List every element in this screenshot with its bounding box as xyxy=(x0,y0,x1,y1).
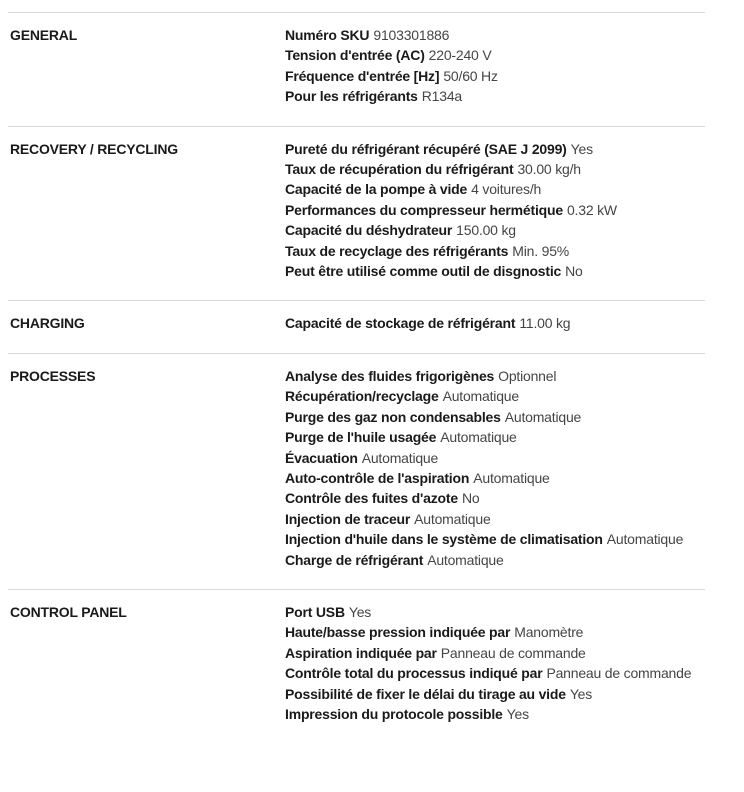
spec-value: 30.00 kg/h xyxy=(517,161,581,178)
spec-value: 220-240 V xyxy=(428,47,492,64)
spec-label: Injection de traceur xyxy=(285,510,411,527)
spec-value: Automatique xyxy=(473,469,550,486)
spec-row xyxy=(285,25,705,45)
spec-label: Aspiration indiquée par xyxy=(285,644,437,661)
spec-value: Automatique xyxy=(442,388,519,405)
spec-row xyxy=(285,529,705,549)
spec-label: Capacité du déshydrateur xyxy=(285,222,453,239)
spec-label: Récupération/recyclage xyxy=(285,388,439,405)
spec-label: Impression du protocole possible xyxy=(285,705,503,722)
spec-value: 9103301886 xyxy=(373,27,450,43)
spec-section xyxy=(8,353,705,589)
spec-value: 50/60 Hz xyxy=(443,67,498,84)
spec-value: 0.32 kW xyxy=(566,201,617,218)
spec-label: Contrôle des fuites d'azote xyxy=(285,490,458,507)
spec-row xyxy=(285,366,705,386)
spec-row xyxy=(285,643,705,663)
spec-label: Capacité de stockage de réfrigérant xyxy=(285,315,516,332)
spec-value: Yes xyxy=(348,603,372,620)
spec-row xyxy=(285,45,705,65)
spec-rows xyxy=(285,25,705,107)
product-spec-sheet xyxy=(8,12,705,743)
spec-label: Numéro SKU xyxy=(285,27,370,43)
spec-label: Pour les réfrigérants xyxy=(285,88,418,105)
section-title: RECOVERY / RECYCLING xyxy=(10,140,178,157)
spec-row xyxy=(285,602,705,622)
spec-value: Panneau de commande xyxy=(546,665,692,682)
spec-label: Tension d'entrée (AC) xyxy=(285,47,425,64)
spec-row xyxy=(285,684,705,704)
spec-label: Charge de réfrigérant xyxy=(285,551,424,568)
spec-label: Fréquence d'entrée [Hz] xyxy=(285,67,440,84)
spec-label: Pureté du réfrigérant récupéré (SAE J 2099) xyxy=(285,140,567,157)
spec-row xyxy=(285,386,705,406)
spec-label: Purge de l'huile usagée xyxy=(285,429,437,446)
spec-value: Automatique xyxy=(414,510,491,527)
spec-value: 150.00 kg xyxy=(456,222,516,239)
spec-row xyxy=(285,704,705,724)
spec-rows xyxy=(285,313,705,333)
spec-value: No xyxy=(461,490,480,507)
spec-label: Peut être utilisé comme outil de disgnostic xyxy=(285,263,562,280)
spec-row xyxy=(285,86,705,106)
spec-rows xyxy=(285,139,705,282)
spec-value: Automatique xyxy=(606,531,684,548)
spec-label: Possibilité de fixer le délai du tirage au vide xyxy=(285,685,566,702)
spec-row xyxy=(285,313,705,333)
spec-value: Yes xyxy=(569,685,593,702)
spec-value: Automatique xyxy=(427,551,504,568)
spec-value: No xyxy=(565,263,583,280)
spec-value: Manomètre xyxy=(514,624,584,641)
spec-row xyxy=(285,663,705,683)
spec-row xyxy=(285,179,705,199)
spec-label: Port USB xyxy=(285,603,345,620)
spec-row xyxy=(285,509,705,529)
spec-label: Auto-contrôle de l'aspiration xyxy=(285,469,470,486)
spec-row xyxy=(285,550,705,570)
spec-row xyxy=(285,241,705,261)
spec-value: Automatique xyxy=(440,429,517,446)
spec-value: Panneau de commande xyxy=(440,644,586,661)
spec-row xyxy=(285,220,705,240)
section-title: CONTROL PANEL xyxy=(10,603,127,620)
spec-row xyxy=(285,488,705,508)
spec-value: R134a xyxy=(421,88,463,105)
spec-label: Haute/basse pression indiquée par xyxy=(285,624,511,641)
spec-label: Évacuation xyxy=(285,449,358,466)
spec-label: Taux de recyclage des réfrigérants xyxy=(285,242,509,259)
spec-rows xyxy=(285,602,705,724)
spec-value: Yes xyxy=(506,705,529,722)
spec-label: Contrôle total du processus indiqué par xyxy=(285,665,543,682)
spec-rows xyxy=(285,366,705,570)
spec-row xyxy=(285,66,705,86)
spec-value: Optionnel xyxy=(498,367,557,384)
section-title: PROCESSES xyxy=(10,367,96,384)
spec-row xyxy=(285,261,705,281)
spec-value: Automatique xyxy=(361,449,439,466)
spec-value: 4 voitures/h xyxy=(471,181,542,198)
spec-label: Analyse des fluides frigorigènes xyxy=(285,367,495,384)
section-title: GENERAL xyxy=(10,27,78,43)
spec-row xyxy=(285,448,705,468)
spec-row xyxy=(285,407,705,427)
spec-section xyxy=(8,589,705,743)
spec-value: Min. 95% xyxy=(512,242,570,259)
spec-section xyxy=(8,126,705,301)
spec-label: Taux de récupération du réfrigérant xyxy=(285,161,514,178)
spec-label: Capacité de la pompe à vide xyxy=(285,181,468,198)
page xyxy=(0,12,744,792)
spec-value: Yes xyxy=(570,140,593,157)
spec-section xyxy=(8,12,705,126)
section-title: CHARGING xyxy=(10,315,85,332)
spec-row xyxy=(285,622,705,642)
spec-label: Injection d'huile dans le système de climatisation xyxy=(285,531,603,548)
spec-row xyxy=(285,427,705,447)
spec-label: Performances du compresseur hermétique xyxy=(285,201,563,218)
spec-section xyxy=(8,300,705,352)
spec-label: Purge des gaz non condensables xyxy=(285,408,501,425)
spec-row xyxy=(285,468,705,488)
spec-row xyxy=(285,159,705,179)
spec-row xyxy=(285,200,705,220)
spec-value: 11.00 kg xyxy=(519,315,571,332)
spec-value: Automatique xyxy=(504,408,582,425)
spec-row xyxy=(285,139,705,159)
